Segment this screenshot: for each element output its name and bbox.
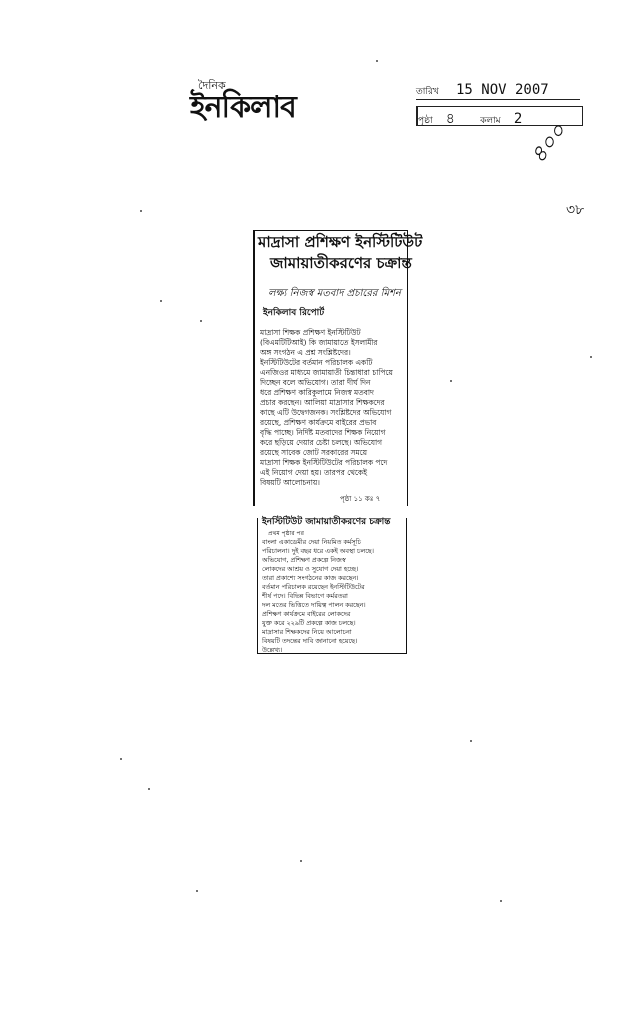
scan-speck bbox=[160, 300, 162, 302]
scan-speck bbox=[590, 356, 592, 358]
stamp-date-row bbox=[416, 82, 580, 100]
continuation-body-line: উল্লেখ্য। bbox=[262, 646, 283, 654]
continuation-body-line: বাংলা একাডেমীর দেয়া নিয়মিত কর্মসূচি bbox=[262, 538, 361, 546]
article-body-line: ইনস্টিটিউটের বর্তমান পরিচালক একটি bbox=[260, 358, 373, 367]
handwritten-subnumber: ৩৮ bbox=[566, 202, 585, 218]
scan-speck bbox=[200, 320, 202, 322]
article-body-line: দিচ্ছেন বলে অভিযোগ। তারা দীর্ঘ দিন bbox=[260, 378, 371, 387]
continuation-body-line: পরিচালনা। দুই বছর ধরে একই অবস্থা চলছে। bbox=[262, 547, 374, 555]
article-continued-note: পৃষ্ঠা ১১ কঃ ৭ bbox=[340, 495, 381, 503]
continuation-body-line: শীর্ষ পদে। বিভিন্ন বিভাগে কর্মরতরা bbox=[262, 592, 348, 600]
continuation-body-line: লোকদের আশ্রয় ও সুযোগ দেয়া হচ্ছে। bbox=[262, 565, 359, 573]
scan-speck bbox=[500, 900, 502, 902]
newspaper-masthead bbox=[190, 80, 310, 124]
article-body-line: প্রচার করছেন। আলিয়া মাদ্রাসার শিক্ষকদের bbox=[260, 398, 385, 407]
article-subheadline: লক্ষ্য নিজস্ব মতবাদ প্রচারের মিশন bbox=[268, 288, 401, 299]
continuation-body-line: মাদ্রাসার শিক্ষকদের নিয়ে আলোচনা bbox=[262, 628, 352, 636]
scan-speck bbox=[376, 60, 378, 62]
article-body-line: ধরে প্রশিক্ষণ কারিকুলামে নিজস্ব মতবাদ bbox=[260, 388, 374, 397]
masthead-newspaper-name: ইনকিলাব bbox=[190, 90, 296, 125]
continuation-headline: ইনস্টিটিউট জামায়াতীকরণের চক্রান্ত bbox=[262, 517, 391, 527]
scan-speck bbox=[196, 890, 198, 892]
scan-speck bbox=[450, 380, 452, 382]
article-body-line: অঙ্গ সংগঠন এ প্রশ্ন সংশ্লিষ্টদের। bbox=[260, 348, 351, 357]
article-body-line: এই নিয়োগ দেয়া হয়। তারপর থেকেই bbox=[260, 468, 367, 477]
stamp-column-label: কলাম bbox=[480, 116, 501, 126]
article-body-line: মাদ্রাসা শিক্ষক ইনস্টিটিউটের পরিচালক পদে bbox=[260, 458, 388, 467]
continuation-subheadline: প্রথম পৃষ্ঠার পর bbox=[268, 530, 304, 537]
continuation-body-line: প্রশিক্ষণ কার্যক্রমে বাইরের লোকদের bbox=[262, 610, 351, 618]
article-headline-line1: মাদ্রাসা প্রশিক্ষণ ইনস্টিটিউট bbox=[258, 233, 423, 251]
continuation-body-line: অভিযোগ, প্রশিক্ষণ প্রকল্পে নিজস্ব bbox=[262, 556, 346, 564]
scan-speck bbox=[300, 860, 302, 862]
continuation-body-line: তারা প্রকাশ্যে সংগঠনের কাজ করছেন। bbox=[262, 574, 359, 582]
stamp-page-value: ৪ bbox=[445, 111, 455, 127]
stamp-column-value: 2 bbox=[513, 111, 523, 127]
continuation-body-line: দল মতের ভিত্তিতে দায়িত্ব পালন করছেন। bbox=[262, 601, 366, 609]
article-body-line: এনজিওর মাধ্যমে জামায়াতী চিন্তাধারা চাপিয়ে bbox=[260, 368, 393, 377]
article-body-line: রয়েছে, প্রশিক্ষণ কার্যক্রমে বাইরের প্রভাব bbox=[260, 418, 377, 427]
article-body-line: মাদ্রাসা শিক্ষক প্রশিক্ষণ ইনস্টিটিউট bbox=[260, 328, 361, 337]
article-headline-line2: জামায়াতীকরণের চক্রান্ত bbox=[270, 254, 412, 272]
stamp-page-label: পৃষ্ঠা bbox=[418, 116, 433, 126]
continuation-body-line: বিষয়টি তদন্তের দাবি জানানো হয়েছে। bbox=[262, 637, 358, 645]
article-body-line: (বিএমটিটিআই) কি জামায়াতে ইসলামীর bbox=[260, 338, 378, 347]
article-body-line: বৃদ্ধি পাচ্ছে। নির্দিষ্ট মতবাদের শিক্ষক নিয়োগ bbox=[260, 428, 386, 437]
article-body-line: রয়েছে সাবেক জোট সরকারের সময়ে bbox=[260, 448, 367, 457]
stamp-date-label: তারিখ bbox=[416, 87, 439, 97]
continuation-body-line: যুক্ত করে ২২৯টি প্রকল্পে কাজ চলছে। bbox=[262, 619, 356, 627]
scan-speck bbox=[120, 758, 122, 760]
article-byline: ইনকিলাব রিপোর্ট bbox=[263, 308, 325, 318]
handwritten-number: ৪০০ bbox=[525, 119, 573, 169]
masthead-daily-label: দৈনিক bbox=[198, 79, 226, 92]
article-body-line: বিষয়টি আলোচনায়। bbox=[260, 478, 320, 487]
article-body-line: কাছে এটি উদ্বেগজনক। সংশ্লিষ্টদের অভিযোগ bbox=[260, 408, 392, 417]
scan-speck bbox=[470, 740, 472, 742]
stamp-date-value: 15 NOV 2007 bbox=[456, 82, 549, 98]
continuation-body-line: বর্তমান পরিচালক রয়েছেন ইনস্টিটিউটের bbox=[262, 583, 365, 591]
scan-speck bbox=[140, 210, 142, 212]
article-body-line: করে ছড়িয়ে দেয়ার চেষ্টা চলছে। অভিযোগ bbox=[260, 438, 382, 447]
scan-speck bbox=[148, 788, 150, 790]
